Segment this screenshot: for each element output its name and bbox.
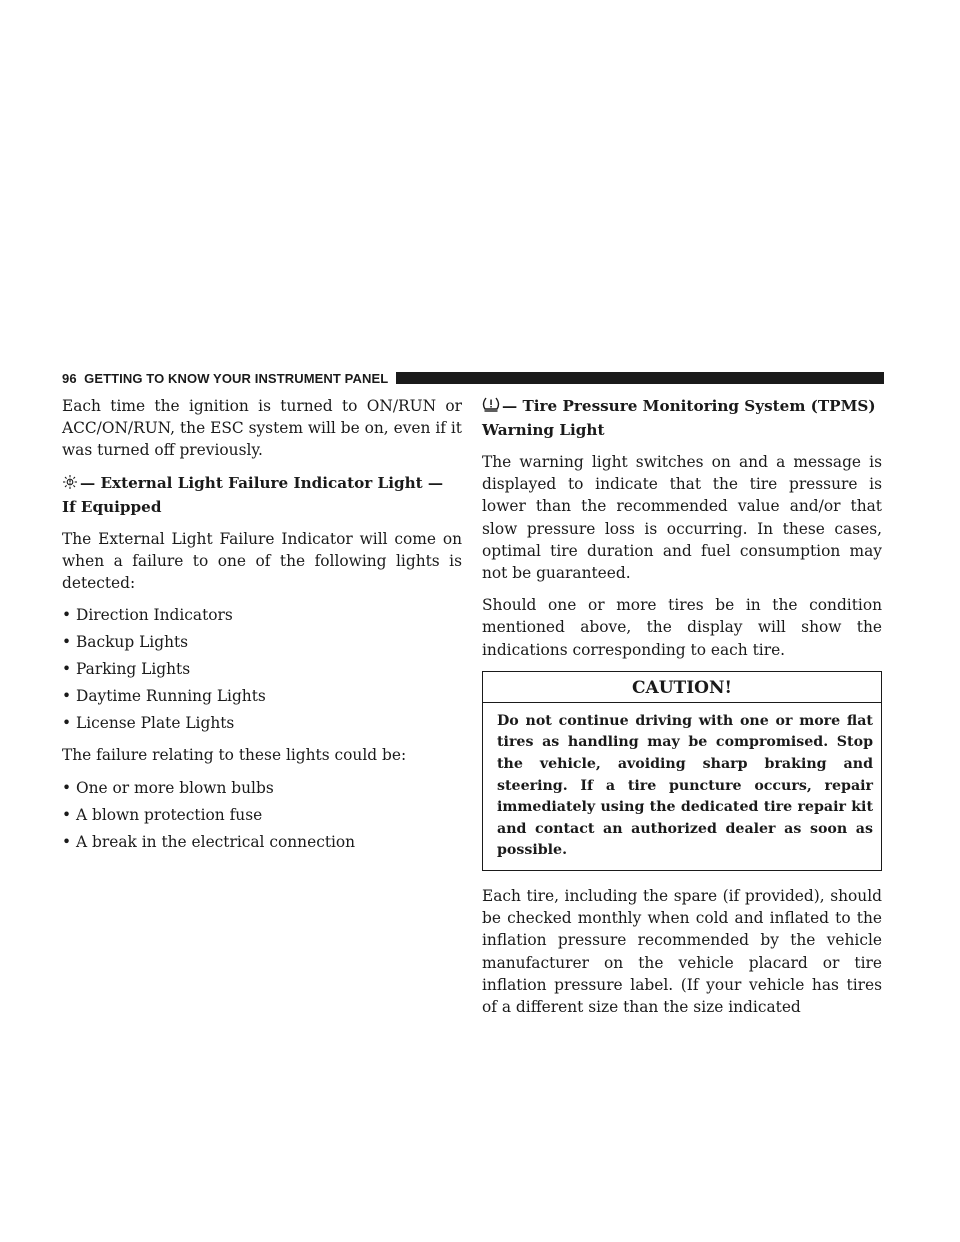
header-bar: [396, 372, 884, 384]
external-light-heading: [62, 472, 462, 518]
list-item: • License Plate Lights: [62, 712, 462, 734]
list-item: • A blown protection fuse: [62, 804, 462, 826]
tire-pressure-warning-icon: [482, 396, 500, 419]
left-column: [62, 395, 462, 863]
section-title: GETTING TO KNOW YOUR INSTRUMENT PANEL: [84, 370, 389, 386]
failure-intro-paragraph: The failure relating to these lights could be:: [62, 746, 407, 765]
caution-body: Do not continue driving with one or more flat tires as handling may be compromised. Stop the vehicle, avoiding sharp braking and steering. If a tire puncture occurs, repair immediately using the dedicated tire repair kit and contact an authorized dealer as soon as possible.: [497, 712, 873, 859]
external-light-heading-text: — External Light Failure Indicator Light — If Equipped: [62, 473, 444, 516]
external-light-body: The External Light Failure Indicator will come on when a failure to one of the following lights is detected:: [62, 529, 462, 593]
caution-box: [482, 671, 882, 871]
tpms-paragraph-1: The warning light switches on and a message is displayed to indicate that the tire pressure is lower than the recommended value and/or that slow pressure loss is occurring. In these cases, optimal tire duration and fuel consumption may not be guaranteed.: [482, 453, 882, 583]
list-item: • Parking Lights: [62, 658, 462, 680]
page-number: 96: [62, 370, 77, 386]
list-item: • Direction Indicators: [62, 604, 462, 626]
header-text: [62, 371, 388, 386]
tpms-paragraph-2: Should one or more tires be in the condition mentioned above, the display will show the indications corresponding to each tire.: [482, 596, 882, 659]
tpms-paragraph-3: Each tire, including the spare (if provided), should be checked monthly when cold and inflated to the inflation pressure recommended by the vehicle manufacturer on the vehicle placard or tire inflation pressure label. (If your vehicle has tires of a different size than the size indicated: [482, 886, 882, 1016]
page-header: [62, 371, 884, 385]
tpms-heading-text: — Tire Pressure Monitoring System (TPMS) Warning Light: [482, 397, 876, 439]
list-item: • Backup Lights: [62, 631, 462, 653]
right-column: [482, 395, 882, 1028]
list-item: • A break in the electrical connection: [62, 831, 462, 853]
failures-list: [62, 777, 462, 853]
list-item: • Daytime Running Lights: [62, 685, 462, 707]
caution-title: CAUTION!: [483, 672, 881, 703]
esc-intro-paragraph: Each time the ignition is turned to ON/RUN or ACC/ON/RUN, the ESC system will be on, even if it was turned off previously.: [62, 397, 462, 460]
tpms-heading: [482, 395, 882, 441]
lights-list: [62, 604, 462, 734]
list-item: • One or more blown bulbs: [62, 777, 462, 799]
external-light-failure-icon: [62, 474, 78, 496]
